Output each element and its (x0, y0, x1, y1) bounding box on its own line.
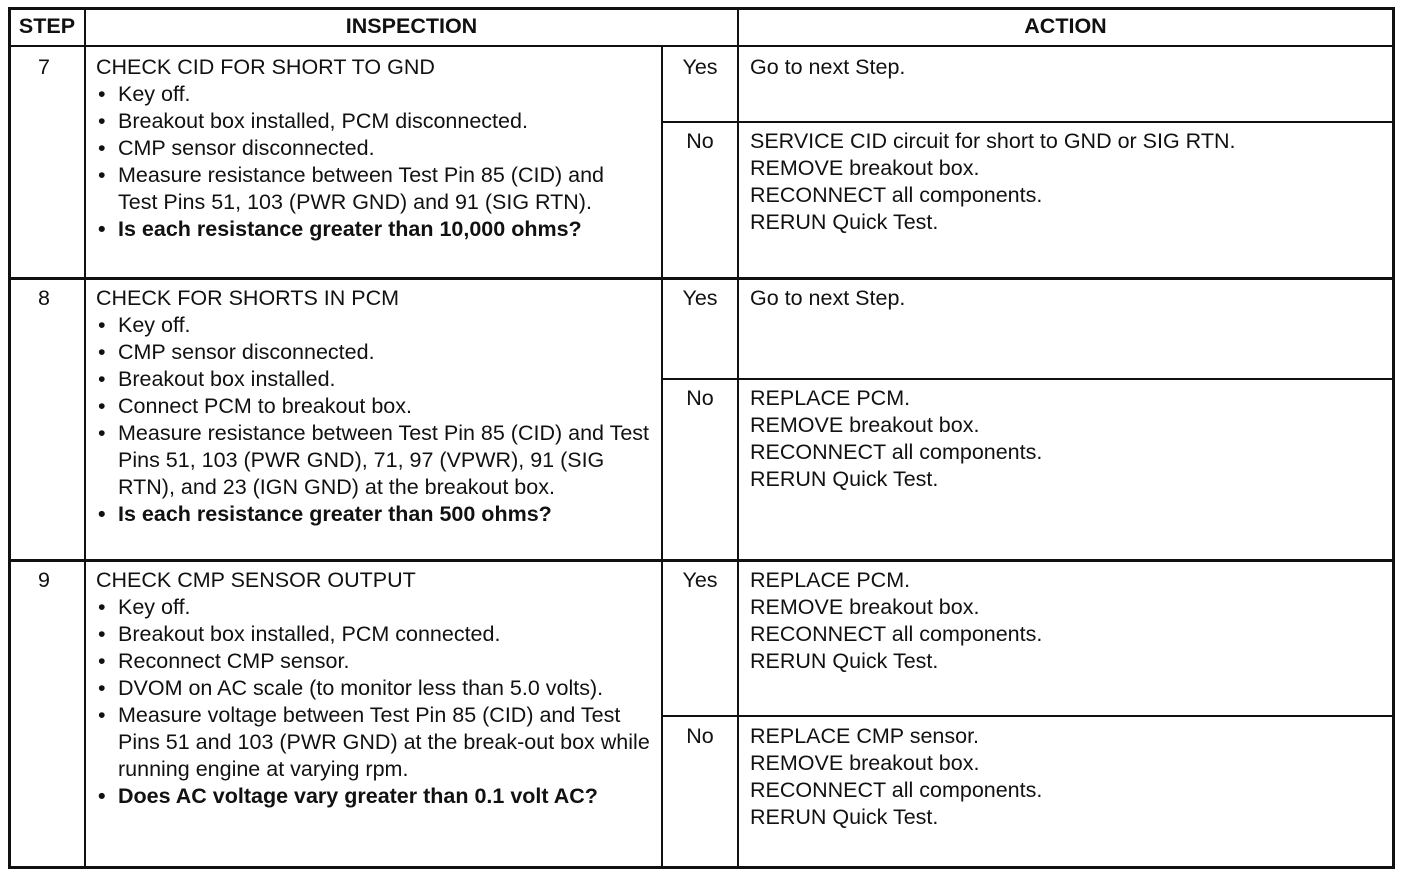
action-line: RECONNECT all components. (750, 778, 1043, 802)
inspection-title: CHECK CID FOR SHORT TO GND (96, 55, 435, 79)
inspection-item: • Measure resistance between Test Pin 85 (CID) and Test Pins 51, 103 (PWR GND) and 91 (SIG RTN). (96, 162, 638, 216)
inspection-item: • Key off. (96, 81, 661, 108)
yes-label: Yes (682, 286, 718, 310)
yes-label: Yes (682, 55, 718, 79)
action-line: REMOVE breakout box. (750, 156, 980, 180)
inspection-list (96, 81, 661, 243)
inspection-step-9 (96, 567, 661, 810)
header-divider (8, 45, 1395, 47)
table-border-right (1392, 7, 1395, 869)
inspection-item: • DVOM on AC scale (to monitor less than 5.0 volts). (96, 675, 618, 702)
table-border-top (8, 7, 1395, 10)
action-line: RERUN Quick Test. (750, 649, 939, 673)
row-divider-7-8 (8, 277, 1395, 280)
header-inspection: INSPECTION (345, 14, 478, 38)
action-line: RECONNECT all components. (750, 183, 1043, 207)
action-line: REMOVE breakout box. (750, 751, 980, 775)
action-no-step-9 (750, 723, 1390, 831)
action-line: REPLACE PCM. (750, 568, 911, 592)
table-border-left (8, 7, 11, 869)
action-line: RERUN Quick Test. (750, 210, 939, 234)
inspection-item: • Breakout box installed, PCM disconnected. (96, 108, 661, 135)
yes-no-divider-step-7 (661, 121, 1395, 123)
inspection-item: • Breakout box installed, PCM connected. (96, 621, 661, 648)
step-column-divider (84, 7, 86, 869)
inspection-item: • Measure voltage between Test Pin 85 (CID) and Test Pins 51 and 103 (PWR GND) at the break-out box while running engine at varying rpm. (96, 702, 653, 783)
inspection-question: • Is each resistance greater than 10,000 ohms? (96, 216, 661, 243)
no-label: No (686, 129, 714, 153)
yes-no-divider-step-9 (661, 715, 1395, 717)
action-yes-step-9 (750, 567, 1390, 675)
action-line: RECONNECT all components. (750, 622, 1043, 646)
row-divider-8-9 (8, 559, 1395, 562)
inspection-title: CHECK CMP SENSOR OUTPUT (96, 568, 416, 592)
inspection-list (96, 312, 661, 528)
action-line: RERUN Quick Test. (750, 805, 939, 829)
step-number: 9 (38, 568, 50, 592)
inspection-item: • Reconnect CMP sensor. (96, 648, 661, 675)
action-yes-step-7 (750, 54, 1390, 81)
action-line: SERVICE CID circuit for short to GND or SIG RTN. (750, 129, 1236, 153)
inspection-step-7 (96, 54, 661, 243)
action-line: REPLACE PCM. (750, 386, 911, 410)
inspection-item: • Key off. (96, 594, 661, 621)
action-no-step-7 (750, 128, 1390, 236)
action-no-step-8 (750, 385, 1390, 493)
header-action: ACTION (1024, 14, 1107, 38)
no-label: No (686, 724, 714, 748)
header-step: STEP (18, 14, 76, 38)
action-line: Go to next Step. (750, 55, 906, 79)
yes-no-divider-step-8 (661, 378, 1395, 380)
inspection-title: CHECK FOR SHORTS IN PCM (96, 286, 400, 310)
inspection-item: • CMP sensor disconnected. (96, 135, 661, 162)
step-number: 8 (38, 286, 50, 310)
inspection-question: • Does AC voltage vary greater than 0.1 volt AC? (96, 783, 618, 810)
no-label: No (686, 386, 714, 410)
action-line: Go to next Step. (750, 286, 906, 310)
inspection-list (96, 594, 661, 810)
inspection-step-8 (96, 285, 661, 528)
inspection-item: • CMP sensor disconnected. (96, 339, 661, 366)
step-number: 7 (38, 55, 50, 79)
table-border-bottom (8, 866, 1395, 869)
inspection-item: • Breakout box installed. (96, 366, 661, 393)
inspection-item: • Connect PCM to breakout box. (96, 393, 661, 420)
action-yes-step-8 (750, 285, 1390, 312)
action-line: REMOVE breakout box. (750, 595, 980, 619)
yes-label: Yes (682, 568, 718, 592)
inspection-item: • Measure resistance between Test Pin 85 (CID) and Test Pins 51, 103 (PWR GND), 71, 97 (VPWR), 91 (SIG RTN), and 23 (IGN GND) at the breakout box. (96, 420, 653, 501)
action-line: RERUN Quick Test. (750, 467, 939, 491)
inspection-question: • Is each resistance greater than 500 ohms? (96, 501, 661, 528)
action-line: REMOVE breakout box. (750, 413, 980, 437)
action-line: RECONNECT all components. (750, 440, 1043, 464)
inspection-item: • Key off. (96, 312, 661, 339)
action-line: REPLACE CMP sensor. (750, 724, 980, 748)
